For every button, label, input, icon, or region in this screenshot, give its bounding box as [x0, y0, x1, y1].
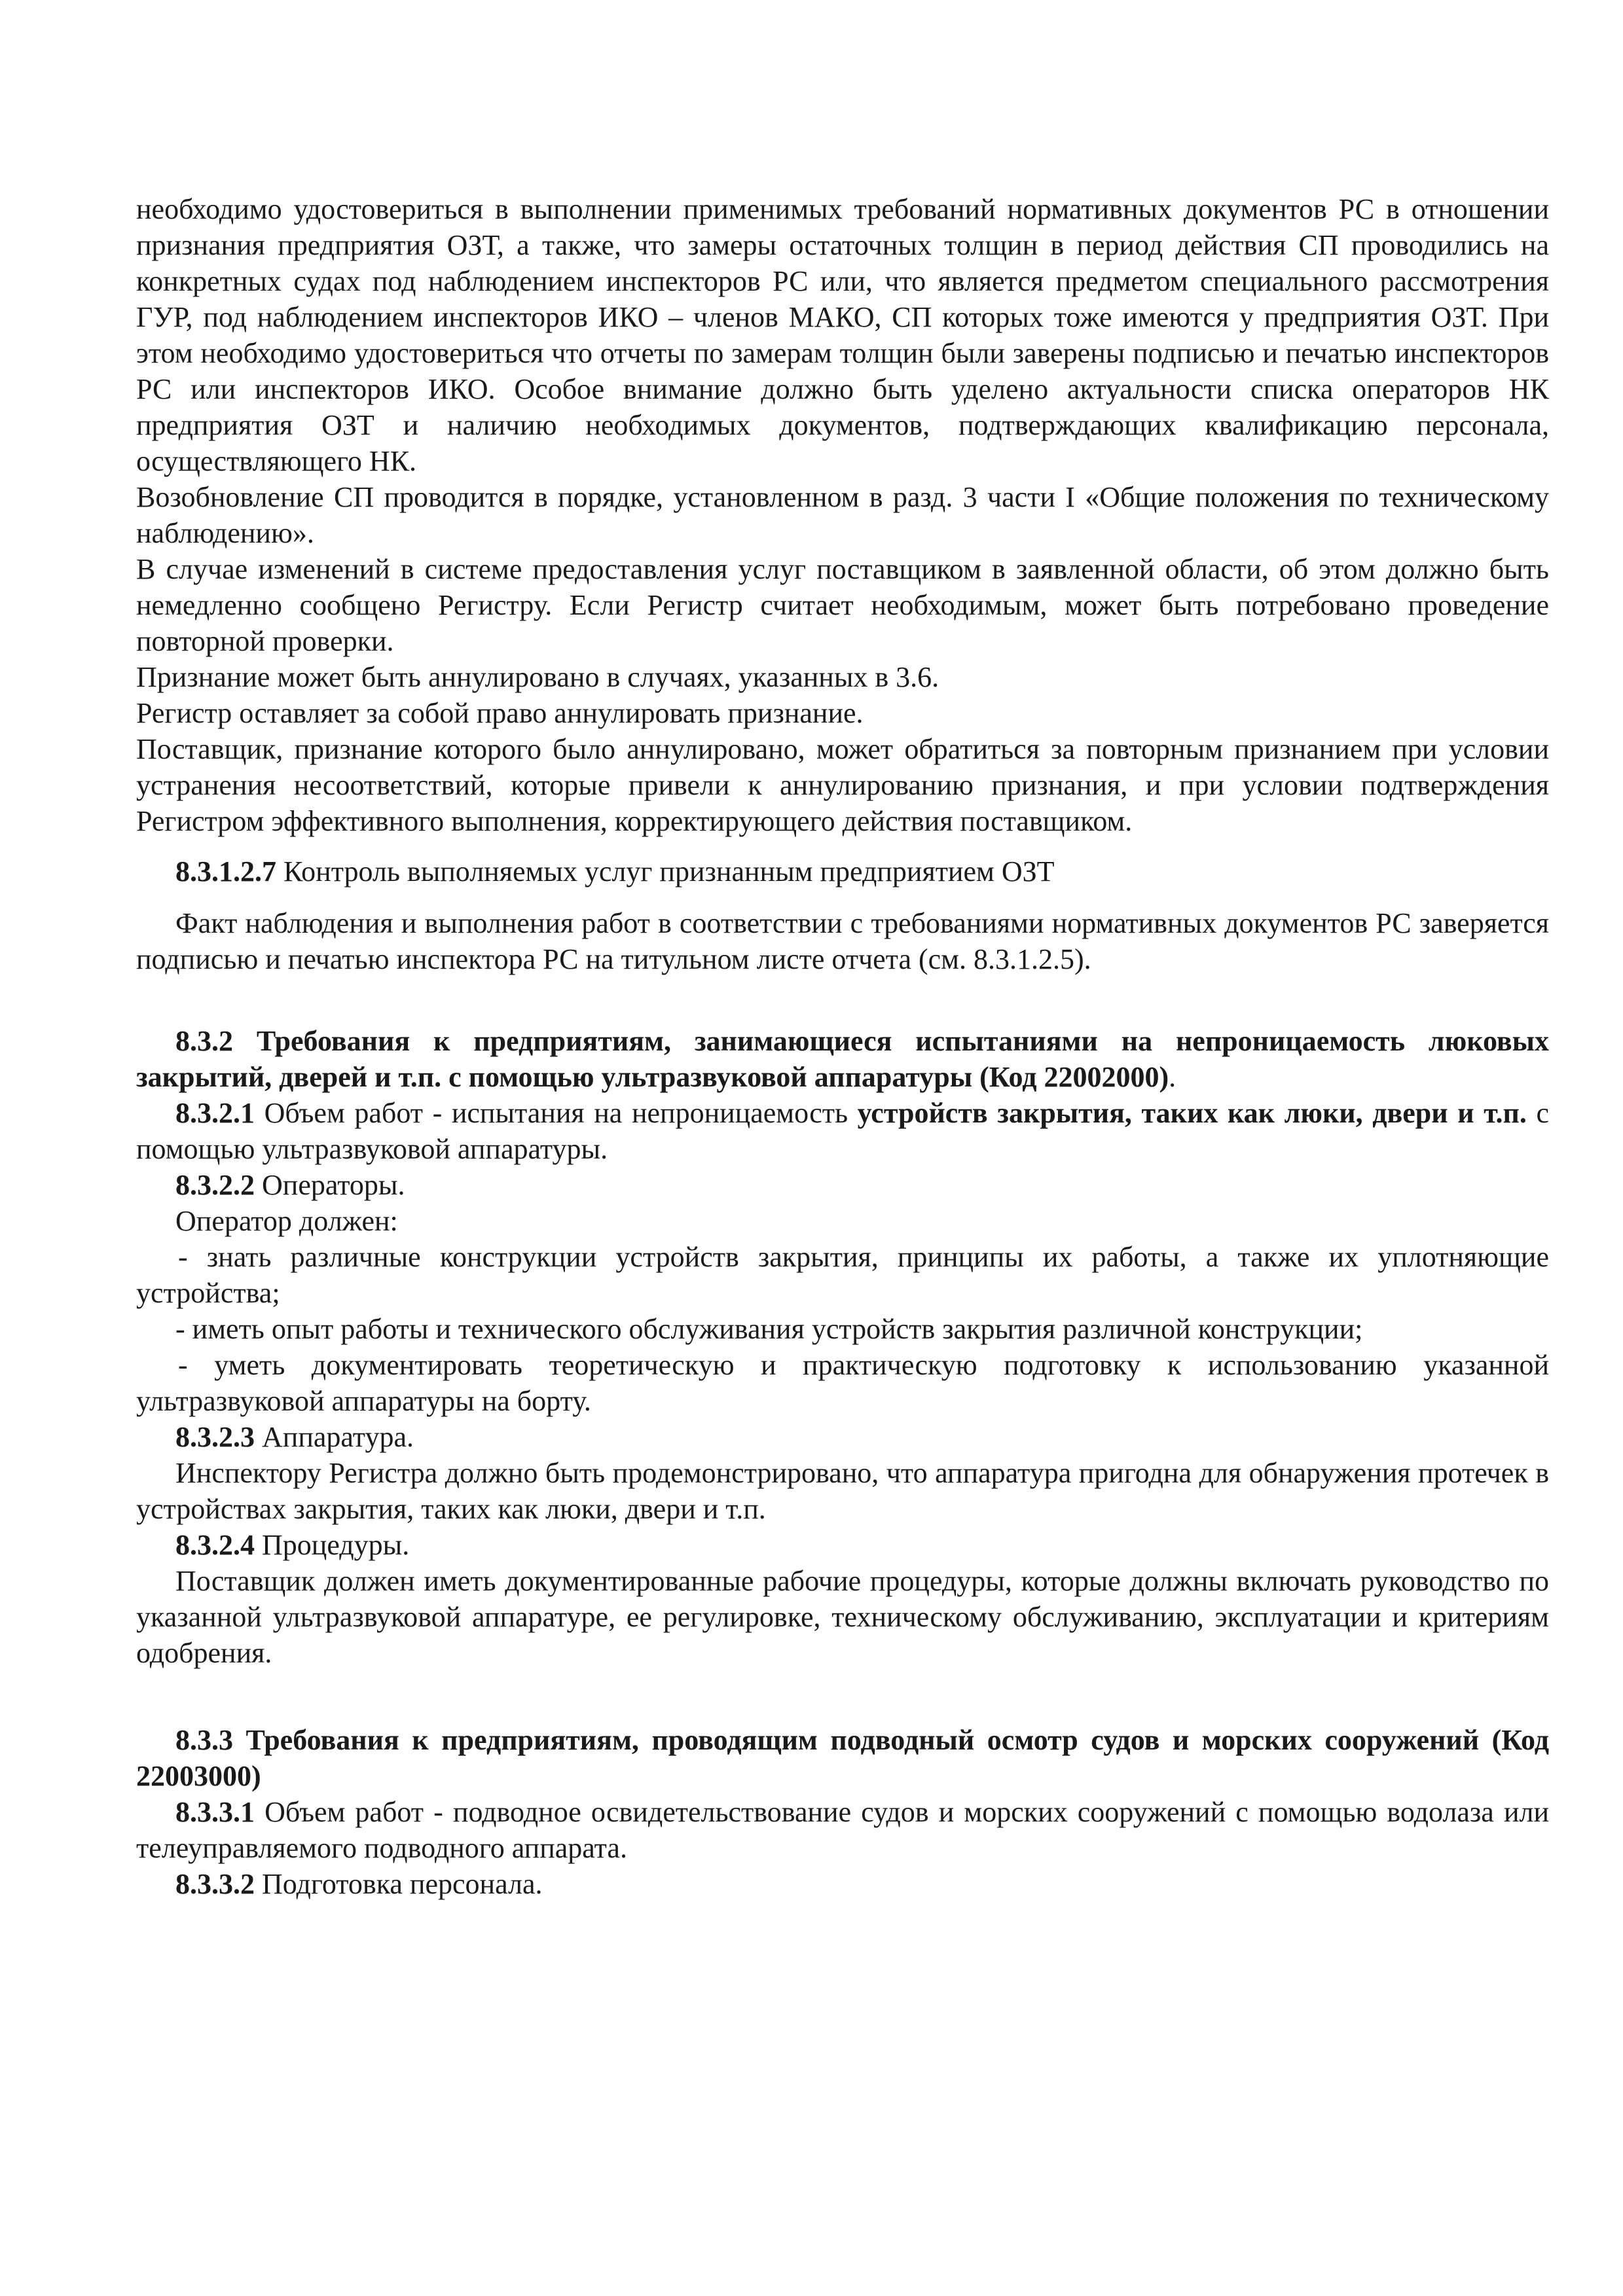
list-item: - уметь документировать теоретическую и практическую подготовку к использованию указанной ультразвуковой аппаратуры на борту. — [136, 1349, 1549, 1417]
section-8-3-1-2-7-body: Факт наблюдения и выполнения работ в соответствии с требованиями нормативных документов РС заверяется подписью и печатью инспектора РС на титульном листе отчета (см. 8.3.1.2.5). — [136, 907, 1549, 975]
clause-8-3-3-2: 8.3.3.2 Подготовка персонала. — [175, 1868, 543, 1900]
clause-title: Контроль выполняемых услуг признанным предприятием ОЗТ — [276, 855, 1055, 888]
section-heading: 8.3.3 Требования к предприятиям, проводящим подводный осмотр судов и морских сооружений (Код 22003000) — [136, 1724, 1549, 1792]
list-item: - иметь опыт работы и технического обслуживания устройств закрытия различной конструкции; — [175, 1313, 1363, 1345]
section-8-3-2-heading: 8.3.2 Требования к предприятиям, занимающиеся испытаниями на непроницаемость люковых закрытий, дверей и т.п. с помощью ультразвуковой аппаратуры (Код 22002000). — [136, 1025, 1549, 1093]
paragraph: Инспектору Регистра должно быть продемонстрировано, что аппаратура пригодна для обнаружения протечек в устройствах закрытия, таких как люки, двери и т.п. — [136, 1457, 1549, 1525]
operator-intro: Оператор должен: — [175, 1205, 398, 1237]
paragraph: Поставщик, признание которого было аннулировано, может обратиться за повторным признанием при условии устранения несоответствий, которые привели к аннулированию признания, и при условии подтверждения Регистром эффективного выполнения, корректирующего действия поставщиком. — [136, 733, 1549, 837]
section-8-3-1-2-7-title — [136, 853, 1549, 889]
clause-8-3-3-1: 8.3.3.1 Объем работ - подводное освидетельствование судов и морских сооружений с помощью водолаза или телеуправляемого подводного аппарата. — [136, 1796, 1549, 1864]
clause-number: 8.3.1.2.7 — [175, 855, 276, 888]
clause-8-3-2-2: 8.3.2.2 Операторы. — [175, 1169, 405, 1201]
paragraph: В случае изменений в системе предоставления услуг поставщиком в заявленной области, об этом должно быть немедленно сообщено Регистру. Если Регистр считает необходимым, может быть потребовано проведение повторной проверки. — [136, 553, 1549, 657]
section-heading: 8.3.2 Требования к предприятиям, занимающиеся испытаниями на непроницаемость люковых закрытий, дверей и т.п. с помощью ультразвуковой аппаратуры (Код 22002000) — [136, 1025, 1549, 1093]
paragraph: Регистр оставляет за собой право аннулировать признание. — [136, 697, 864, 729]
paragraph: необходимо удостовериться в выполнении применимых требований нормативных документов РС в отношении признания предприятия ОЗТ, а также, что замеры остаточных толщин в период действия СП проводились на конкретных судах под наблюдением инспекторов РС или, что является предметом специального рассмотрения ГУР, под наблюдением инспекторов ИКО – членов МАКО, СП которых тоже имеются у предприятия ОЗТ. При этом необходимо удостовериться что отчеты по замерам толщин были заверены подписью и печатью инспекторов РС или инспекторов ИКО. Особое внимание должно быть уделено актуальности списка операторов НК предприятия ОЗТ и наличию необходимых документов, подтверждающих квалификацию персонала, осуществляющего НК. — [136, 193, 1549, 477]
document-page — [136, 191, 1549, 2220]
paragraph: Признание может быть аннулировано в случаях, указанных в 3.6. — [136, 661, 939, 693]
section-8-3-3-heading — [136, 1722, 1549, 1794]
clause-8-3-2-3: 8.3.2.3 Аппаратура. — [175, 1421, 414, 1453]
paragraph: Возобновление СП проводится в порядке, установленном в разд. 3 части I «Общие положения по техническому наблюдению». — [136, 481, 1549, 549]
clause-8-3-2-4: 8.3.2.4 Процедуры. — [175, 1529, 410, 1561]
paragraph: Поставщик должен иметь документированные рабочие процедуры, которые должны включать руководство по указанной ультразвуковой аппаратуре, ее регулировке, техническому обслуживанию, эксплуатации и критериям одобрения. — [136, 1565, 1549, 1669]
list-item: - знать различные конструкции устройств закрытия, принципы их работы, а также их уплотняющие устройства; — [136, 1241, 1549, 1309]
clause-8-3-2-1: 8.3.2.1 Объем работ - испытания на непроницаемость устройств закрытия, таких как люки, двери и т.п. с помощью ультразвуковой аппаратуры. — [136, 1097, 1549, 1165]
